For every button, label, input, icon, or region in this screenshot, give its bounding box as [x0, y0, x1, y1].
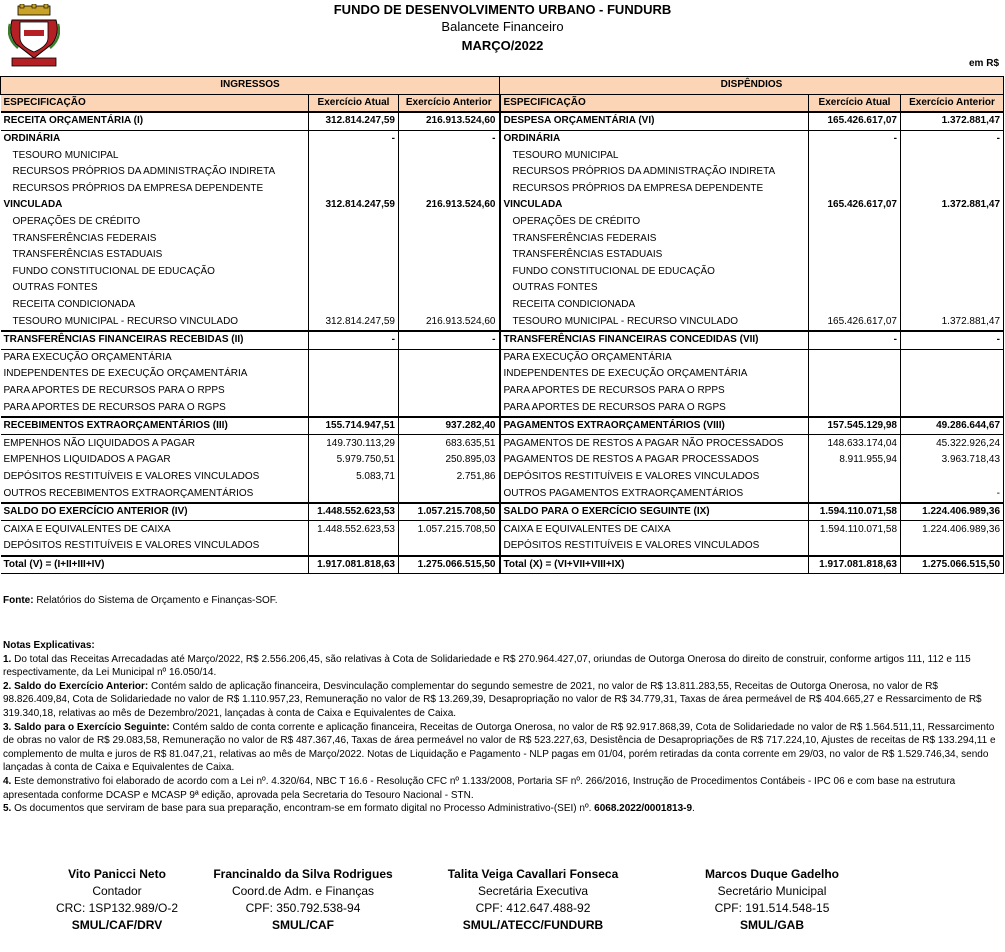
note-2-text: Contém saldo de aplicação financeira, Desvinculação complementar do segundo semestre de 2021, no valor de R$ 13.811.283,55, Receitas de Outorga Onerosa, no valor de R$ 98.826.409,84, Cota de Solidariedade no valor de R$ 1.110.957,23, Remuneração no valor de R$ 13.269,39, Desapropriação no valor de R$ 34.779,31, Taxas de área permeável de R$ 404.665,27 e Ressarcimento de R$ 319.340,18, relativas ao mês de Dezembro/2021, lançadas à conta de Caixa e Equivalentes de Caixa. — [3, 680, 982, 719]
col-spec-right: ESPECIFICAÇÃO — [500, 94, 809, 112]
row-atual-ingresso: - — [309, 130, 399, 147]
row-atual-ingresso — [309, 366, 399, 383]
row-anterior-dispendio: 1.372.881,47 — [901, 313, 1004, 331]
table-row — [1, 130, 1004, 147]
row-anterior-dispendio: - — [901, 485, 1004, 503]
table-row — [1, 331, 1004, 349]
source-note — [3, 595, 278, 606]
row-label-dispendio: OPERAÇÕES DE CRÉDITO — [500, 214, 809, 231]
row-atual-ingresso: 1.448.552.623,53 — [309, 503, 399, 521]
row-atual-dispendio — [809, 297, 901, 314]
row-anterior-ingresso: - — [399, 130, 500, 147]
row-anterior-dispendio — [901, 349, 1004, 366]
row-anterior-ingresso: 1.057.215.708,50 — [399, 521, 500, 538]
row-atual-ingresso — [309, 214, 399, 231]
row-anterior-dispendio — [901, 264, 1004, 281]
row-anterior-dispendio — [901, 214, 1004, 231]
row-anterior-ingresso: 216.913.524,60 — [399, 112, 500, 130]
table-row — [1, 538, 1004, 556]
row-atual-dispendio — [809, 538, 901, 556]
table-row — [1, 521, 1004, 538]
row-anterior-dispendio — [901, 164, 1004, 181]
row-label-ingresso: TESOURO MUNICIPAL - RECURSO VINCULADO — [12, 315, 239, 327]
note-5 — [3, 802, 1001, 816]
note-4-text: Este demonstrativo foi elaborado de acordo com a Lei nº. 4.320/64, NBC T 16.6 - Resolução CFC nº 1.133/2008, Portaria SF nº. 266/2016, Instrução de Procedimentos Contábeis - IPC 06 e com base na estrutura apresentada conforme DCASP e MCASP 9ª edição, aprovada pela Secretaria do Tesouro Nacional - STN. — [3, 775, 956, 801]
source-label: Fonte: — [3, 595, 34, 606]
row-anterior-ingresso — [399, 230, 500, 247]
row-label-ingresso: RECEITA CONDICIONADA — [12, 299, 136, 311]
table-row — [1, 349, 1004, 366]
row-anterior-ingresso: 216.913.524,60 — [399, 313, 500, 331]
table-row — [1, 417, 1004, 435]
signature-block — [428, 866, 638, 934]
row-label-dispendio: PAGAMENTOS DE RESTOS A PAGAR PROCESSADOS — [500, 452, 809, 469]
row-atual-ingresso: 155.714.947,51 — [309, 417, 399, 435]
row-anterior-dispendio — [901, 538, 1004, 556]
signature-block — [672, 866, 872, 934]
row-atual-ingresso — [309, 147, 399, 164]
row-label-ingresso: RECURSOS PRÓPRIOS DA ADMINISTRAÇÃO INDIRETA — [12, 166, 276, 178]
signer-role: Coord.de Adm. e Finanças — [231, 884, 375, 898]
note-5-end: . — [692, 803, 695, 815]
row-anterior-ingresso: 1.275.066.515,50 — [399, 556, 500, 574]
row-label-ingresso: OPERAÇÕES DE CRÉDITO — [12, 216, 141, 228]
signer-name: Vito Panicci Neto — [68, 867, 166, 881]
signer-role: Contador — [92, 884, 142, 898]
table-row — [1, 313, 1004, 331]
row-label-dispendio: INDEPENDENTES DE EXECUÇÃO ORÇAMENTÁRIA — [500, 366, 809, 383]
row-label-dispendio: DEPÓSITOS RESTITUÍVEIS E VALORES VINCULADOS — [500, 538, 809, 556]
signer-document: CRC: 1SP132.989/O-2 — [55, 901, 179, 915]
row-atual-ingresso: 312.814.247,59 — [309, 313, 399, 331]
signer-role: Secretário Municipal — [717, 884, 827, 898]
row-label-ingresso: RECURSOS PRÓPRIOS DA EMPRESA DEPENDENTE — [12, 182, 264, 194]
row-label-ingresso: TESOURO MUNICIPAL — [12, 149, 119, 161]
signature-block — [198, 866, 408, 934]
column-header-row — [1, 94, 1004, 112]
balance-table — [0, 76, 1004, 574]
row-atual-dispendio: 1.594.110.071,58 — [809, 521, 901, 538]
row-label-dispendio: RECURSOS PRÓPRIOS DA ADMINISTRAÇÃO INDIRETA — [500, 164, 809, 181]
row-label-dispendio: RECURSOS PRÓPRIOS DA EMPRESA DEPENDENTE — [500, 181, 809, 198]
row-anterior-ingresso — [399, 147, 500, 164]
row-atual-ingresso: 149.730.113,29 — [309, 435, 399, 452]
row-anterior-dispendio: - — [901, 130, 1004, 147]
row-anterior-dispendio — [901, 366, 1004, 383]
col-spec-left: ESPECIFICAÇÃO — [1, 94, 309, 112]
table-row — [1, 164, 1004, 181]
notes-title: Notas Explicativas: — [3, 640, 95, 651]
table-row — [1, 147, 1004, 164]
row-anterior-dispendio — [901, 469, 1004, 486]
row-anterior-ingresso: 683.635,51 — [399, 435, 500, 452]
row-atual-ingresso — [309, 280, 399, 297]
row-atual-ingresso — [309, 164, 399, 181]
row-label-dispendio: TRANSFERÊNCIAS FEDERAIS — [500, 230, 809, 247]
row-atual-ingresso: 5.979.750,51 — [309, 452, 399, 469]
note-3-heading: Saldo para o Exercício Seguinte: — [11, 721, 170, 733]
row-label-dispendio: PAGAMENTOS DE RESTOS A PAGAR NÃO PROCESSADOS — [500, 435, 809, 452]
row-label-ingresso: TRANSFERÊNCIAS FINANCEIRAS RECEBIDAS (II) — [1, 331, 309, 349]
row-anterior-ingresso: 250.895,03 — [399, 452, 500, 469]
signer-document: CPF: 191.514.548-15 — [714, 901, 830, 915]
row-atual-dispendio — [809, 485, 901, 503]
row-label-dispendio: DESPESA ORÇAMENTÁRIA (VI) — [500, 112, 809, 130]
row-label-ingresso: SALDO DO EXERCÍCIO ANTERIOR (IV) — [1, 503, 309, 521]
row-anterior-dispendio — [901, 147, 1004, 164]
table-row — [1, 112, 1004, 130]
table-row — [1, 469, 1004, 486]
signer-name: Marcos Duque Gadelho — [704, 867, 840, 881]
source-text: Relatórios do Sistema de Orçamento e Finanças-SOF. — [33, 595, 278, 606]
row-anterior-ingresso — [399, 280, 500, 297]
row-label-dispendio: PARA APORTES DE RECURSOS PARA O RPPS — [500, 383, 809, 400]
note-5-process-number: 6068.2022/0001813-9 — [594, 803, 693, 815]
row-atual-dispendio: 165.426.617,07 — [809, 313, 901, 331]
row-atual-dispendio — [809, 230, 901, 247]
row-anterior-ingresso: 1.057.215.708,50 — [399, 503, 500, 521]
row-atual-dispendio — [809, 280, 901, 297]
row-anterior-dispendio — [901, 297, 1004, 314]
note-1 — [3, 653, 1001, 680]
row-anterior-ingresso — [399, 349, 500, 366]
row-atual-ingresso: 1.448.552.623,53 — [309, 521, 399, 538]
signer-unit: SMUL/ATECC/FUNDURB — [462, 918, 604, 932]
col-anterior-left: Exercício Anterior — [399, 94, 500, 112]
col-anterior-right: Exercício Anterior — [901, 94, 1004, 112]
row-label-dispendio: PARA APORTES DE RECURSOS PARA O RGPS — [500, 399, 809, 417]
row-atual-dispendio — [809, 264, 901, 281]
note-5-number: 5. — [3, 803, 12, 815]
row-label-dispendio: Total (X) = (VI+VII+VIII+IX) — [500, 556, 809, 574]
row-atual-ingresso — [309, 399, 399, 417]
row-label-dispendio: OUTROS PAGAMENTOS EXTRAORÇAMENTÁRIOS — [500, 485, 809, 503]
row-atual-dispendio: 1.917.081.818,63 — [809, 556, 901, 574]
table-row — [1, 214, 1004, 231]
row-anterior-dispendio: 3.963.718,43 — [901, 452, 1004, 469]
row-atual-dispendio — [809, 366, 901, 383]
note-1-number: 1. — [3, 653, 12, 665]
note-3 — [3, 721, 1001, 775]
row-label-dispendio: PAGAMENTOS EXTRAORÇAMENTÁRIOS (VIII) — [500, 417, 809, 435]
explanatory-notes — [3, 639, 1001, 816]
row-label-dispendio: TESOURO MUNICIPAL — [500, 147, 809, 164]
col-atual-left: Exercício Atual — [309, 94, 399, 112]
row-anterior-ingresso — [399, 297, 500, 314]
signer-role: Secretária Executiva — [477, 884, 589, 898]
table-row — [1, 297, 1004, 314]
row-anterior-dispendio: 1.275.066.515,50 — [901, 556, 1004, 574]
signer-name: Francinaldo da Silva Rodrigues — [213, 867, 393, 881]
row-atual-ingresso: 1.917.081.818,63 — [309, 556, 399, 574]
row-anterior-ingresso — [399, 164, 500, 181]
section-ingressos: INGRESSOS — [1, 77, 500, 95]
row-label-dispendio: OUTRAS FONTES — [500, 280, 809, 297]
row-atual-dispendio — [809, 164, 901, 181]
row-label-dispendio: PARA EXECUÇÃO ORÇAMENTÁRIA — [500, 349, 809, 366]
row-anterior-dispendio: - — [901, 331, 1004, 349]
row-atual-dispendio: 165.426.617,07 — [809, 112, 901, 130]
table-row — [1, 485, 1004, 503]
row-atual-ingresso: 312.814.247,59 — [309, 197, 399, 214]
section-dispendios: DISPÊNDIOS — [500, 77, 1004, 95]
row-anterior-ingresso: - — [399, 331, 500, 349]
row-atual-dispendio — [809, 247, 901, 264]
row-label-dispendio: ORDINÁRIA — [500, 130, 809, 147]
report-period: MARÇO/2022 — [461, 38, 544, 53]
signer-unit: SMUL/CAF — [272, 918, 334, 932]
row-anterior-dispendio: 1.372.881,47 — [901, 197, 1004, 214]
signer-name: Talita Veiga Cavallari Fonseca — [447, 867, 619, 881]
row-atual-ingresso: 312.814.247,59 — [309, 112, 399, 130]
table-row — [1, 230, 1004, 247]
col-atual-right: Exercício Atual — [809, 94, 901, 112]
table-row — [1, 383, 1004, 400]
row-anterior-ingresso: 216.913.524,60 — [399, 197, 500, 214]
signer-document: CPF: 412.647.488-92 — [475, 901, 591, 915]
row-label-ingresso: TRANSFERÊNCIAS FEDERAIS — [12, 232, 157, 244]
signer-unit: SMUL/GAB — [740, 918, 804, 932]
table-row — [1, 181, 1004, 198]
row-label-dispendio: CAIXA E EQUIVALENTES DE CAIXA — [500, 521, 809, 538]
row-atual-dispendio: 165.426.617,07 — [809, 197, 901, 214]
row-anterior-dispendio — [901, 383, 1004, 400]
row-anterior-ingresso — [399, 264, 500, 281]
row-anterior-dispendio — [901, 247, 1004, 264]
note-2 — [3, 680, 1001, 721]
row-label-ingresso: EMPENHOS LIQUIDADOS A PAGAR — [3, 454, 171, 466]
row-anterior-dispendio: 1.372.881,47 — [901, 112, 1004, 130]
row-label-dispendio: RECEITA CONDICIONADA — [500, 297, 809, 314]
row-label-ingresso: FUNDO CONSTITUCIONAL DE EDUCAÇÃO — [12, 265, 215, 277]
row-anterior-ingresso — [399, 485, 500, 503]
table-row — [1, 435, 1004, 452]
row-atual-ingresso — [309, 383, 399, 400]
signature-block — [22, 866, 212, 934]
row-anterior-ingresso — [399, 181, 500, 198]
row-label-dispendio: TRANSFERÊNCIAS FINANCEIRAS CONCEDIDAS (VII) — [500, 331, 809, 349]
table-row — [1, 247, 1004, 264]
note-2-heading: Saldo do Exercício Anterior: — [11, 680, 149, 692]
row-label-ingresso: ORDINÁRIA — [3, 133, 61, 145]
table-row — [1, 366, 1004, 383]
report-subtitle: Balancete Financeiro — [441, 19, 564, 34]
row-label-dispendio: DEPÓSITOS RESTITUÍVEIS E VALORES VINCULADOS — [500, 469, 809, 486]
note-4 — [3, 775, 1001, 802]
row-atual-dispendio — [809, 399, 901, 417]
note-2-number: 2. — [3, 680, 12, 692]
row-anterior-ingresso: 2.751,86 — [399, 469, 500, 486]
row-label-dispendio: TESOURO MUNICIPAL - RECURSO VINCULADO — [500, 313, 809, 331]
row-atual-ingresso: - — [309, 331, 399, 349]
signer-unit: SMUL/CAF/DRV — [71, 918, 163, 932]
row-anterior-ingresso: 937.282,40 — [399, 417, 500, 435]
row-anterior-ingresso — [399, 538, 500, 556]
table-row — [1, 399, 1004, 417]
row-label-ingresso: OUTRAS FONTES — [12, 282, 98, 294]
row-atual-ingresso — [309, 297, 399, 314]
row-atual-dispendio: 157.545.129,98 — [809, 417, 901, 435]
row-atual-dispendio — [809, 383, 901, 400]
row-label-ingresso: PARA APORTES DE RECURSOS PARA O RPPS — [3, 384, 225, 396]
currency-unit: em R$ — [968, 58, 999, 69]
note-4-number: 4. — [3, 775, 12, 787]
row-atual-dispendio: 8.911.955,94 — [809, 452, 901, 469]
row-anterior-ingresso — [399, 214, 500, 231]
row-anterior-ingresso — [399, 383, 500, 400]
table-row — [1, 264, 1004, 281]
row-atual-ingresso — [309, 538, 399, 556]
row-label-ingresso: DEPÓSITOS RESTITUÍVEIS E VALORES VINCULADOS — [3, 540, 260, 552]
row-atual-dispendio — [809, 214, 901, 231]
row-anterior-ingresso — [399, 366, 500, 383]
row-atual-dispendio — [809, 349, 901, 366]
row-atual-dispendio — [809, 147, 901, 164]
row-atual-ingresso: 5.083,71 — [309, 469, 399, 486]
row-atual-ingresso — [309, 181, 399, 198]
row-label-ingresso: RECEITA ORÇAMENTÁRIA (I) — [1, 112, 309, 130]
table-row — [1, 280, 1004, 297]
row-anterior-dispendio: 49.286.644,67 — [901, 417, 1004, 435]
row-label-ingresso: PARA APORTES DE RECURSOS PARA O RGPS — [3, 401, 226, 413]
row-atual-dispendio: 1.594.110.071,58 — [809, 503, 901, 521]
row-atual-dispendio — [809, 181, 901, 198]
note-5-text: Os documentos que serviram de base para sua preparação, encontram-se em formato digital no Processo Administrativo-(SEI) nº. — [11, 803, 595, 815]
row-label-ingresso: EMPENHOS NÃO LIQUIDADOS A PAGAR — [3, 437, 196, 449]
table-row — [1, 503, 1004, 521]
row-atual-dispendio: - — [809, 331, 901, 349]
note-3-number: 3. — [3, 721, 12, 733]
row-label-ingresso: VINCULADA — [3, 199, 63, 211]
row-label-ingresso: INDEPENDENTES DE EXECUÇÃO ORÇAMENTÁRIA — [3, 368, 248, 380]
row-atual-dispendio — [809, 469, 901, 486]
row-atual-ingresso — [309, 230, 399, 247]
row-anterior-dispendio: 1.224.406.989,36 — [901, 503, 1004, 521]
row-anterior-dispendio — [901, 280, 1004, 297]
table-row — [1, 452, 1004, 469]
row-label-ingresso: CAIXA E EQUIVALENTES DE CAIXA — [3, 523, 171, 535]
row-atual-dispendio: - — [809, 130, 901, 147]
row-atual-dispendio: 148.633.174,04 — [809, 435, 901, 452]
table-row — [1, 197, 1004, 214]
row-anterior-ingresso — [399, 399, 500, 417]
row-anterior-dispendio: 45.322.926,24 — [901, 435, 1004, 452]
report-title: FUNDO DE DESENVOLVIMENTO URBANO - FUNDURB — [333, 2, 672, 17]
note-1-text: Do total das Receitas Arrecadadas até Março/2022, R$ 2.556.206,45, são relativas à Cota de Solidariedade e R$ 270.964.427,07, oriundas de Outorga Onerosa do direito de construir, conforme artigos 111, 112 e 115 respectivamente, da Lei Municipal nº 16.050/14. — [3, 653, 971, 679]
note-3-text: Contém saldo de conta corrente e aplicação financeira, Receitas de Outorga Onerosa, no valor de R$ 92.917.868,39, Cota de Solidariedade no valor de R$ 1.564.511,11, Ressarcimento de obras no valor de R$ 29.083,58, Remuneração no valor de R$ 487.367,46, Taxas de área permeável no valor de R$ 523.227,63, Desistência de Desapropriações de R$ 717.224,10, Ajustes de receitas de R$ 133.294,11 e complemento de multa e juros de R$ 81.047,21, relativas ao mês de Março/2022. Notas de Liquidação e Pagamento - NLP pagas em 01/04, porém retiradas da conta corrente em 29/03, no valor de R$ 1.529.746,34, sendo lançadas à conta de Caixa e Equivalentes de Caixa. — [3, 721, 996, 774]
row-atual-ingresso — [309, 247, 399, 264]
row-label-ingresso: DEPÓSITOS RESTITUÍVEIS E VALORES VINCULADOS — [3, 470, 260, 482]
row-anterior-dispendio — [901, 181, 1004, 198]
table-row — [1, 556, 1004, 574]
row-label-dispendio: FUNDO CONSTITUCIONAL DE EDUCAÇÃO — [500, 264, 809, 281]
row-atual-ingresso — [309, 264, 399, 281]
row-atual-ingresso — [309, 349, 399, 366]
row-anterior-dispendio — [901, 230, 1004, 247]
row-label-ingresso: RECEBIMENTOS EXTRAORÇAMENTÁRIOS (III) — [1, 417, 309, 435]
row-label-ingresso: TRANSFERÊNCIAS ESTADUAIS — [12, 249, 163, 261]
row-atual-ingresso — [309, 485, 399, 503]
row-label-dispendio: TRANSFERÊNCIAS ESTADUAIS — [500, 247, 809, 264]
signer-document: CPF: 350.792.538-94 — [245, 901, 361, 915]
row-label-ingresso: PARA EXECUÇÃO ORÇAMENTÁRIA — [3, 351, 172, 363]
row-label-ingresso: OUTROS RECEBIMENTOS EXTRAORÇAMENTÁRIOS — [3, 487, 254, 499]
row-anterior-dispendio — [901, 399, 1004, 417]
row-label-dispendio: VINCULADA — [500, 197, 809, 214]
row-label-ingresso: Total (V) = (I+II+III+IV) — [1, 556, 309, 574]
row-anterior-dispendio: 1.224.406.989,36 — [901, 521, 1004, 538]
row-anterior-ingresso — [399, 247, 500, 264]
row-label-dispendio: SALDO PARA O EXERCÍCIO SEGUINTE (IX) — [500, 503, 809, 521]
